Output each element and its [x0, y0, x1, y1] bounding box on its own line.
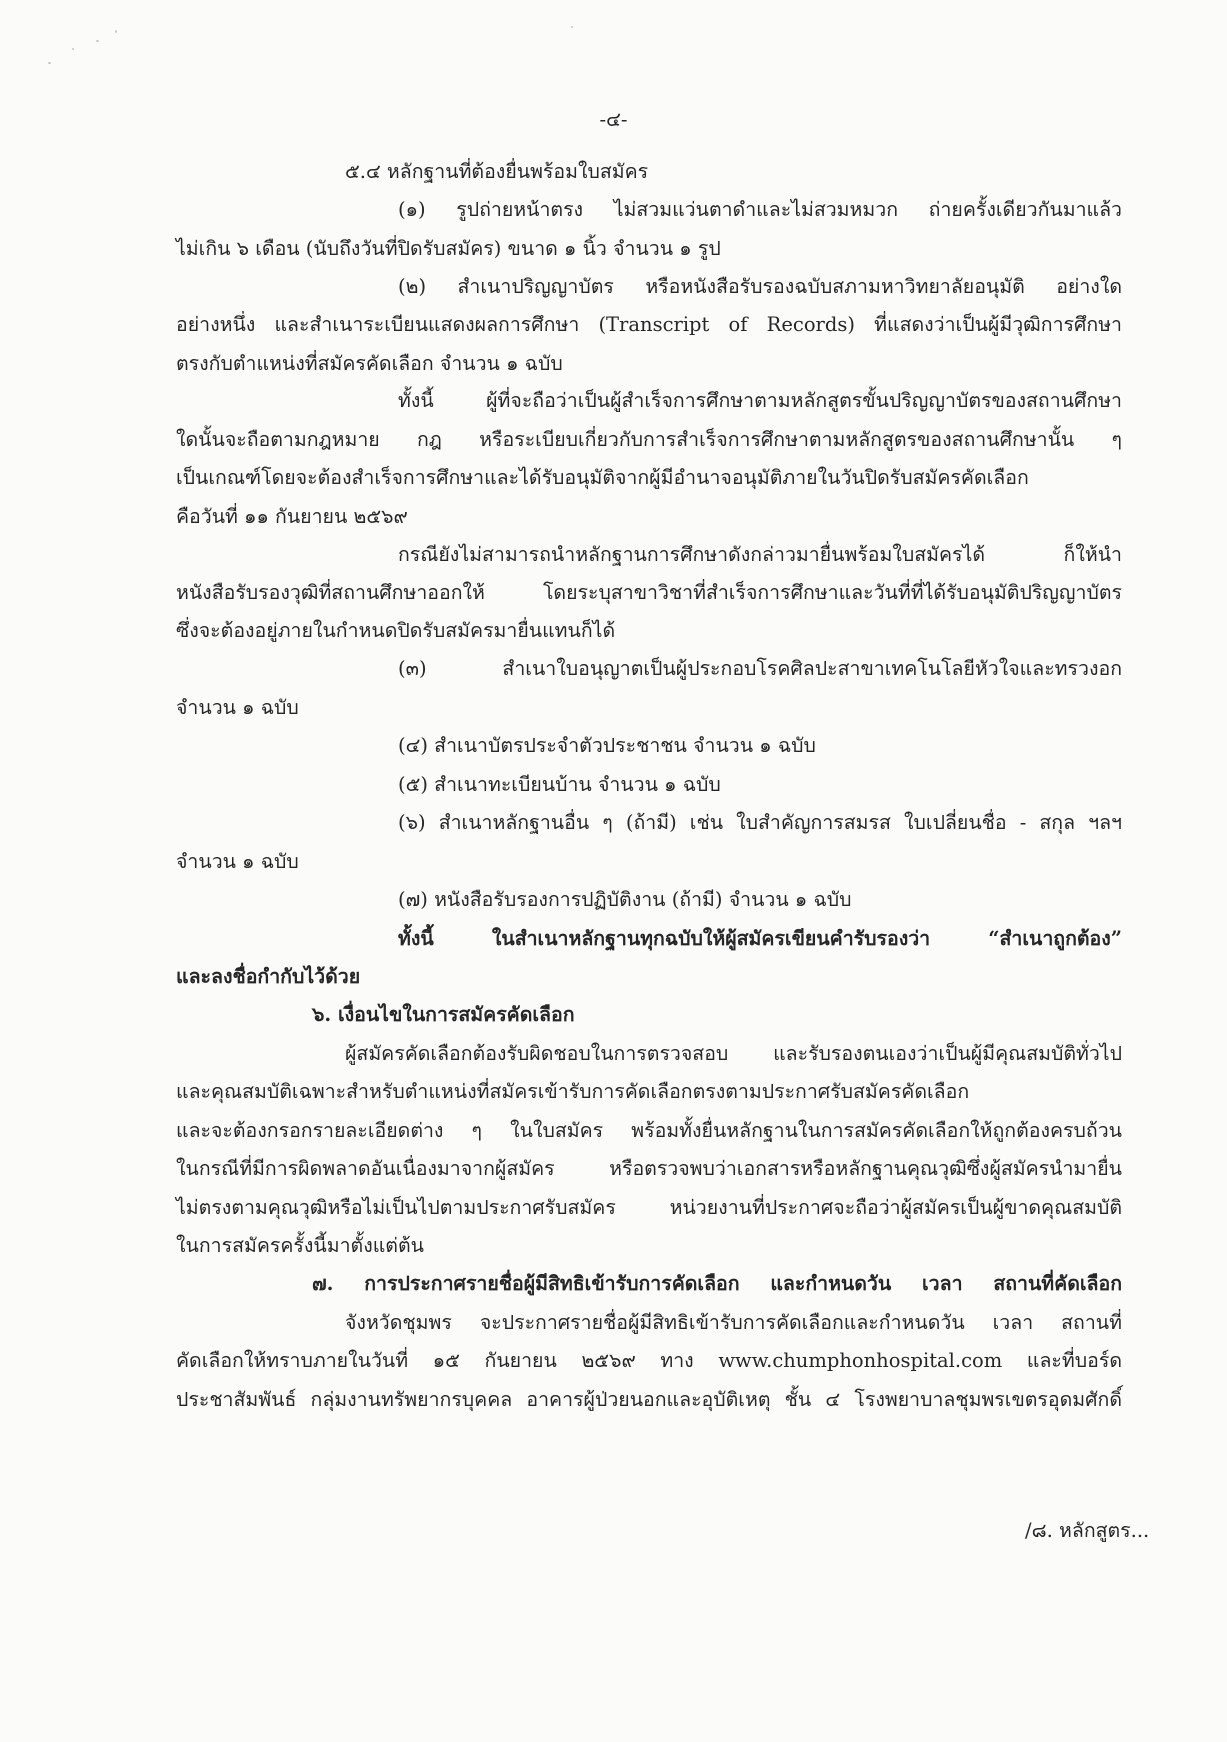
paragraph-note-line3: เป็นเกณฑ์โดยจะต้องสำเร็จการศึกษาและได้รับอนุมัติจากผู้มีอำนาจอนุมัติภายในวันปิดรับสมัครคัดเลือก [176, 466, 1029, 489]
paragraph-note-line2: ใดนั้นจะถือตามกฎหมาย กฎ หรือระเบียบเกี่ยวกับการสำเร็จการศึกษาตามหลักสูตรของสถานศึกษานั้น ๆ [176, 428, 1122, 451]
section-7-line1: จังหวัดชุมพร จะประกาศรายชื่อผู้มีสิทธิเข้ารับการคัดเลือกและกำหนดวัน เวลา สถานที่ [345, 1311, 1122, 1334]
list-item-7: (๗) หนังสือรับรองการปฏิบัติงาน (ถ้ามี) จำนวน ๑ ฉบับ [398, 888, 852, 911]
section-heading-5-4: ๕.๔ หลักฐานที่ต้องยื่นพร้อมใบสมัคร [345, 160, 649, 183]
section-6-line1: ผู้สมัครคัดเลือกต้องรับผิดชอบในการตรวจสอบ และรับรองตนเองว่าเป็นผู้มีคุณสมบัติทั่วไป [345, 1042, 1122, 1065]
certify-note-line1: ทั้งนี้ ในสำเนาหลักฐานทุกฉบับให้ผู้สมัครเขียนคำรับรองว่า “สำเนาถูกต้อง” [398, 927, 1122, 950]
section-6-line3: และจะต้องกรอกรายละเอียดต่าง ๆ ในใบสมัคร พร้อมทั้งยื่นหลักฐานในการสมัครคัดเลือกให้ถูกต้องครบถ้วน [176, 1119, 1122, 1142]
paragraph-case-line2: หนังสือรับรองวุฒิที่สถานศึกษาออกให้ โดยระบุสาขาวิชาที่สำเร็จการศึกษาและวันที่ที่ได้รับอนุมัติปริญญาบัตร [176, 581, 1122, 604]
section-heading-6: ๖. เงื่อนไขในการสมัครคัดเลือก [312, 1003, 575, 1026]
section-heading-7: ๗. การประกาศรายชื่อผู้มีสิทธิเข้ารับการคัดเลือก และกำหนดวัน เวลา สถานที่คัดเลือก [312, 1272, 1122, 1295]
section-6-line4: ในกรณีที่มีการผิดพลาดอันเนื่องมาจากผู้สมัคร หรือตรวจพบว่าเอกสารหรือหลักฐานคุณวุฒิซึ่งผู้สมัครนำมายื่น [176, 1157, 1122, 1180]
paragraph-note-line4: คือวันที่ ๑๑ กันยายน ๒๕๖๙ [176, 505, 408, 528]
scan-speck [115, 30, 117, 33]
list-item-6-line1: (๖) สำเนาหลักฐานอื่น ๆ (ถ้ามี) เช่น ใบสำคัญการสมรส ใบเปลี่ยนชื่อ - สกุล ฯลฯ [398, 811, 1122, 834]
scan-speck [48, 62, 51, 64]
scan-speck [72, 48, 74, 50]
list-item-2-line2: อย่างหนึ่ง และสำเนาระเบียนแสดงผลการศึกษา (Transcript of Records) ที่แสดงว่าเป็นผู้มีวุฒิการศึกษา [176, 313, 1122, 336]
certify-note-line2: และลงชื่อกำกับไว้ด้วย [176, 965, 361, 988]
continuation-marker: /๘. หลักสูตร... [1025, 1519, 1150, 1542]
page-number: -๔- [599, 108, 628, 131]
section-7-line3: ประชาสัมพันธ์ กลุ่มงานทรัพยากรบุคคล อาคารผู้ป่วยนอกและอุบัติเหตุ ชั้น ๔ โรงพยาบาลชุมพรเขตรอุดมศักดิ์ [176, 1388, 1122, 1411]
list-item-5: (๕) สำเนาทะเบียนบ้าน จำนวน ๑ ฉบับ [398, 773, 721, 796]
scan-speck [96, 40, 99, 42]
list-item-1-line2: ไม่เกิน ๖ เดือน (นับถึงวันที่ปิดรับสมัคร) ขนาด ๑ นิ้ว จำนวน ๑ รูป [176, 237, 721, 260]
list-item-1-line1: (๑) รูปถ่ายหน้าตรง ไม่สวมแว่นตาดำและไม่สวมหมวก ถ่ายครั้งเดียวกันมาแล้ว [398, 198, 1122, 221]
list-item-2-line3: ตรงกับตำแหน่งที่สมัครคัดเลือก จำนวน ๑ ฉบับ [176, 352, 563, 375]
scan-speck [571, 26, 573, 28]
section-6-line5: ไม่ตรงตามคุณวุฒิหรือไม่เป็นไปตามประกาศรับสมัคร หน่วยงานที่ประกาศจะถือว่าผู้สมัครเป็นผู้ขาดคุณสมบัติ [176, 1196, 1122, 1219]
paragraph-case-line1: กรณียังไม่สามารถนำหลักฐานการศึกษาดังกล่าวมายื่นพร้อมใบสมัครได้ ก็ให้นำ [398, 543, 1122, 566]
section-7-line2: คัดเลือกให้ทราบภายในวันที่ ๑๕ กันยายน ๒๕๖๙ ทาง www.chumphonhospital.com และที่บอร์ด [176, 1349, 1122, 1372]
paragraph-case-line3: ซึ่งจะต้องอยู่ภายในกำหนดปิดรับสมัครมายื่นแทนก็ได้ [176, 619, 616, 642]
paragraph-note-line1: ทั้งนี้ ผู้ที่จะถือว่าเป็นผู้สำเร็จการศึกษาตามหลักสูตรขั้นปริญญาบัตรของสถานศึกษา [398, 389, 1122, 412]
section-6-line2: และคุณสมบัติเฉพาะสำหรับตำแหน่งที่สมัครเข้ารับการคัดเลือกตรงตามประกาศรับสมัครคัดเลือก [176, 1080, 970, 1103]
list-item-4: (๔) สำเนาบัตรประจำตัวประชาชน จำนวน ๑ ฉบับ [398, 734, 816, 757]
list-item-3-line1: (๓) สำเนาใบอนุญาตเป็นผู้ประกอบโรคศิลปะสาขาเทคโนโลยีหัวใจและทรวงอก [398, 657, 1122, 680]
list-item-2-line1: (๒) สำเนาปริญญาบัตร หรือหนังสือรับรองฉบับสภามหาวิทยาลัยอนุมัติ อย่างใด [398, 275, 1122, 298]
list-item-6-line2: จำนวน ๑ ฉบับ [176, 850, 299, 873]
list-item-3-line2: จำนวน ๑ ฉบับ [176, 696, 299, 719]
section-6-line6: ในการสมัครครั้งนี้มาตั้งแต่ต้น [176, 1234, 424, 1257]
